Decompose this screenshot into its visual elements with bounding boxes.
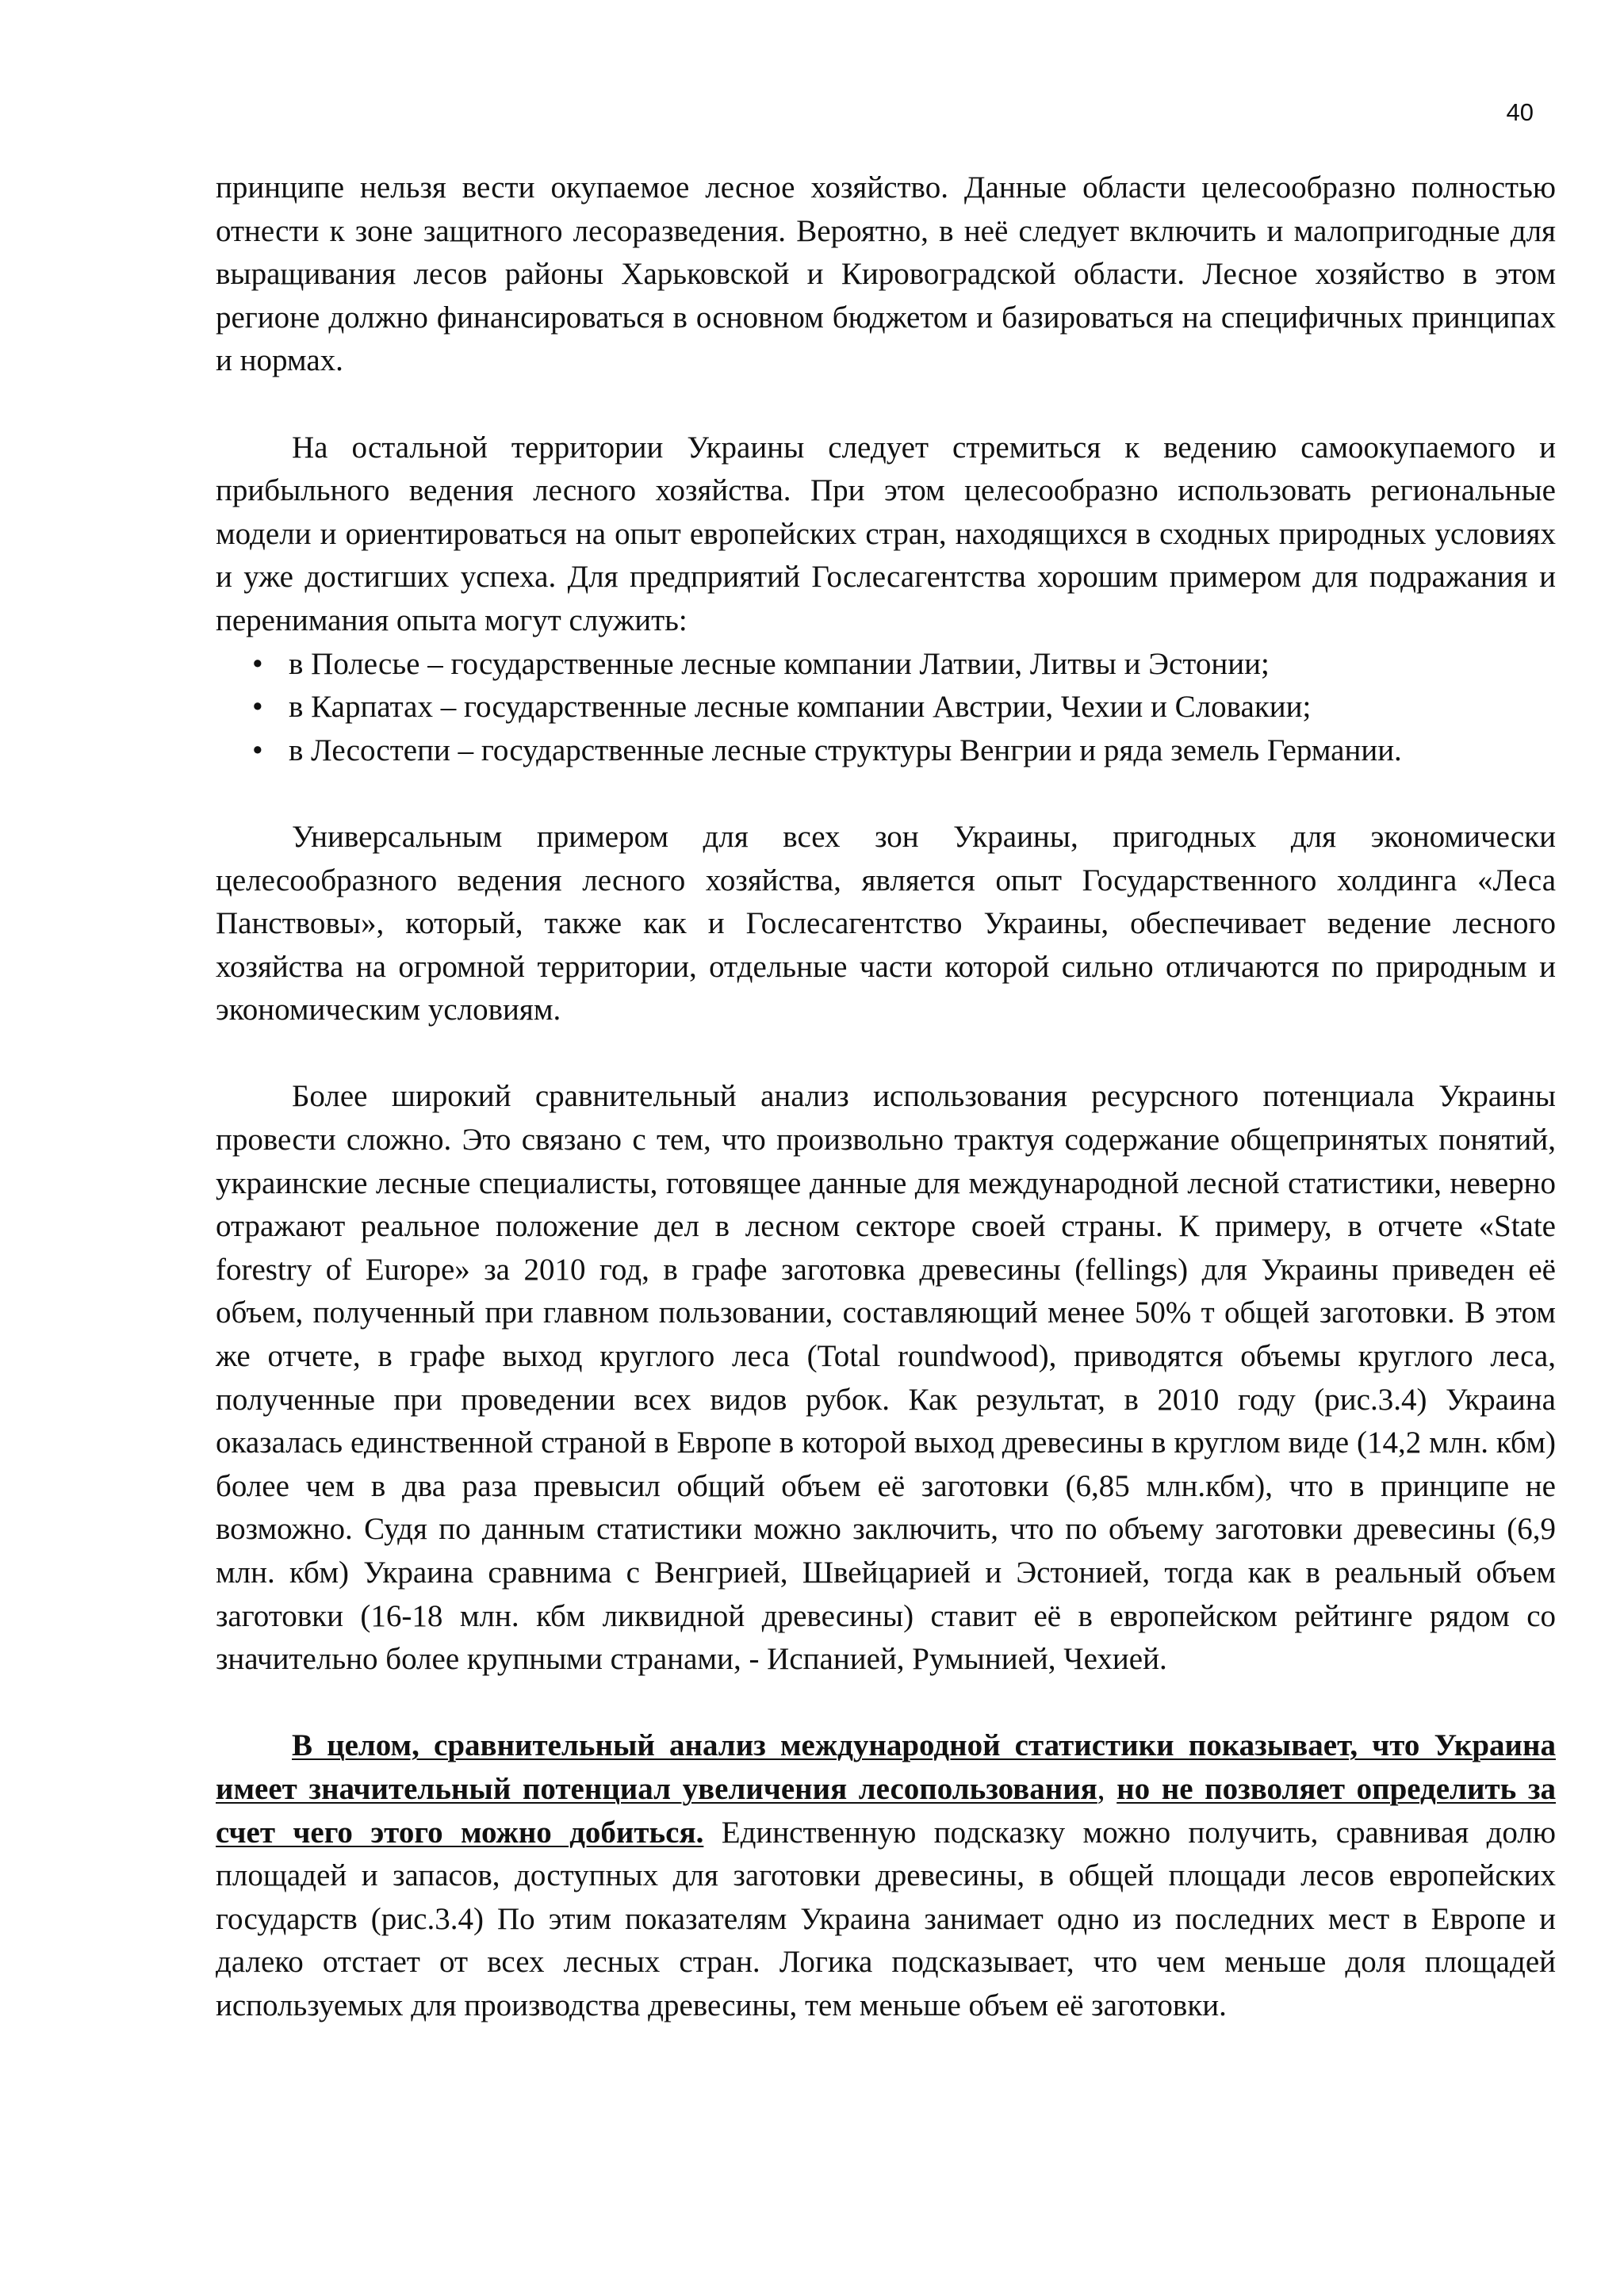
list-item-text: в Карпатах – государственные лесные компании Австрии, Чехии и Словакии;	[289, 690, 1312, 725]
paragraph-5	[216, 1724, 1556, 2027]
emphasized-statement: В целом, сравнительный анализ международной статистики показывает, что Украина имеет значительный потенциал увеличения лесопользования	[216, 1728, 1556, 1806]
document-body	[216, 166, 1556, 2028]
list-item	[216, 686, 1556, 729]
emphasized-statement: но не позволяет определить за счет чего этого можно добиться.	[216, 1771, 1557, 1850]
list-item	[216, 643, 1556, 687]
paragraph-gap	[216, 1032, 1556, 1076]
separator-text: ,	[1097, 1771, 1117, 1806]
paragraph-1: принципе нельзя вести окупаемое лесное хозяйство. Данные области целесообразно полностью отнести к зоне защитного лесоразведения. Вероятно, в неё следует включить и малопригодные для выращивания лесов районы Харьковской и Кировоградской области. Лесное хозяйство в этом регионе должно финансироваться в основном бюджетом и базироваться на специфичных принципах и нормах.	[216, 170, 1556, 378]
paragraph-text: Единственную подсказку можно получить, сравнивая долю площадей и запасов, доступных для заготовки древесины, в общей площади лесов европейских государств (рис.3.4) По этим показателям Украина занимает одно из последних мест в Европе и далеко отстает от всех лесных стран. Логика подсказывает, что чем меньше доля площадей используемых для производства древесины, тем меньше объем её заготовки.	[216, 1815, 1556, 2022]
bullet-icon: •	[252, 646, 263, 681]
bullet-icon: •	[252, 733, 263, 767]
list-item	[216, 729, 1556, 773]
paragraph-gap	[216, 1682, 1556, 1725]
bullet-list	[216, 643, 1556, 773]
list-item-text: в Полесье – государственные лесные компании Латвии, Литвы и Эстонии;	[289, 646, 1270, 681]
list-item-text: в Лесостепи – государственные лесные структуры Венгрии и ряда земель Германии.	[289, 733, 1402, 767]
paragraph-4: Более широкий сравнительный анализ использования ресурсного потенциала Украины провести сложно. Это связано с тем, что произвольно трактуя содержание общепринятых понятий, украинские лесные специалисты, готовящее данные для международной лесной статистики, неверно отражают реальное положение дел в лесном секторе своей страны. К примеру, в отчете «State forestry of Europe» за 2010 год, в графе заготовка древесины (fellings) для Украины приведен её объем, полученный при главном пользовании, составляющий менее 50% т общей заготовки. В этом же отчете, в графе выход круглого леса (Total roundwood), приводятся объемы круглого леса, полученные при проведении всех видов рубок. Как результат, в 2010 году (рис.3.4) Украина оказалась единственной страной в Европе в которой выход древесины в круглом виде (14,2 млн. кбм) более чем в два раза превысил общий объем её заготовки (6,85 млн.кбм), что в принципе не возможно. Судя по данным статистики можно заключить, что по объему заготовки древесины (6,9 млн. кбм) Украина сравнима с Венгрией, Швейцарией и Эстонией, тогда как в реальный объем заготовки (16-18 млн. кбм ликвидной древесины) ставит её в европейском рейтинге рядом со значительно более крупными странами, - Испанией, Румынией, Чехией.	[216, 1079, 1556, 1677]
paragraph-gap	[216, 383, 1556, 427]
bullet-icon: •	[252, 690, 263, 725]
page-number: 40	[1506, 98, 1534, 126]
paragraph-gap	[216, 772, 1556, 816]
paragraph-3: Универсальным примером для всех зон Украины, пригодных для экономически целесообразного ведения лесного хозяйства, является опыт Государственного холдинга «Леса Панствовы», который, также как и Гослесагентство Украины, обеспечивает ведение лесного хозяйства на огромной территории, отдельные части которой сильно отличаются по природным и экономическим условиям.	[216, 819, 1556, 1027]
paragraph-2: На остальной территории Украины следует стремиться к ведению самоокупаемого и прибыльного ведения лесного хозяйства. При этом целесообразно использовать региональные модели и ориентироваться на опыт европейских стран, находящихся в сходных природных условиях и уже достигших успеха. Для предприятий Гослесагентства хорошим примером для подражания и перенимания опыта могут служить:	[216, 430, 1556, 637]
